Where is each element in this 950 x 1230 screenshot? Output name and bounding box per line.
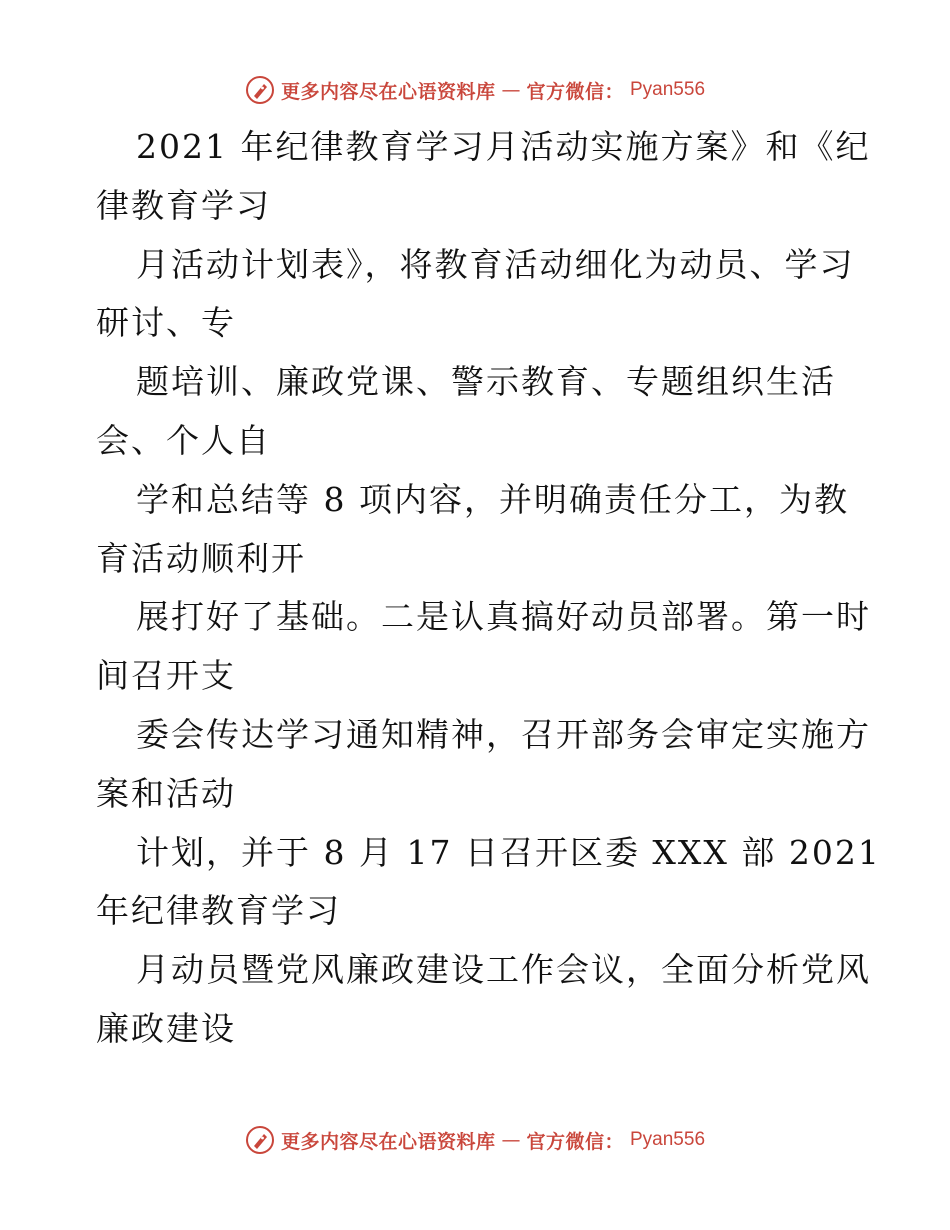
watermark-dash: — bbox=[501, 79, 521, 101]
footer-watermark bbox=[0, 1120, 950, 1160]
text-line: 会、个人自 bbox=[96, 420, 271, 460]
text-line: 2021 年纪律教育学习月活动实施方案》和《纪 bbox=[136, 127, 871, 166]
text-line: 展打好了基础。二是认真搞好动员部署。第一时 bbox=[136, 597, 871, 637]
text-line: 委会传达学习通知精神，召开部务会审定实施方 bbox=[136, 714, 871, 754]
watermark-text: 更多内容尽在心语资料库 bbox=[280, 80, 496, 103]
pen-nib-logo-icon bbox=[245, 75, 275, 105]
watermark-suffix: 官方微信： bbox=[526, 80, 624, 103]
text-line: 廉政建设 bbox=[96, 1008, 236, 1048]
document-body bbox=[96, 118, 881, 1059]
text-line: 研讨、专 bbox=[96, 303, 236, 343]
text-line: 月活动计划表》，将教育活动细化为动员、学习 bbox=[136, 244, 855, 284]
watermark-suffix: 官方微信： bbox=[526, 1130, 624, 1153]
text-line: 年纪律教育学习 bbox=[96, 891, 341, 931]
text-line: 题培训、廉政党课、警示教育、专题组织生活 bbox=[136, 362, 836, 402]
watermark-text: 更多内容尽在心语资料库 bbox=[280, 1130, 496, 1153]
header-watermark bbox=[0, 70, 950, 110]
text-line: 月动员暨党风廉政建设工作会议，全面分析党风 bbox=[136, 950, 871, 990]
text-line: 律教育学习 bbox=[96, 185, 271, 225]
watermark-id: Pyan556 bbox=[630, 79, 706, 100]
text-line: 间召开支 bbox=[96, 656, 236, 696]
pen-nib-logo-icon bbox=[245, 1125, 275, 1155]
watermark-dash: — bbox=[501, 1129, 521, 1151]
text-line: 学和总结等 8 项内容，并明确责任分工，为教 bbox=[136, 479, 849, 519]
text-line: 案和活动 bbox=[96, 773, 236, 813]
watermark-id: Pyan556 bbox=[630, 1129, 706, 1150]
text-line: 育活动顺利开 bbox=[96, 538, 306, 578]
text-line: 计划，并于 8 月 17 日召开区委 XXX 部 2021 bbox=[136, 832, 881, 872]
